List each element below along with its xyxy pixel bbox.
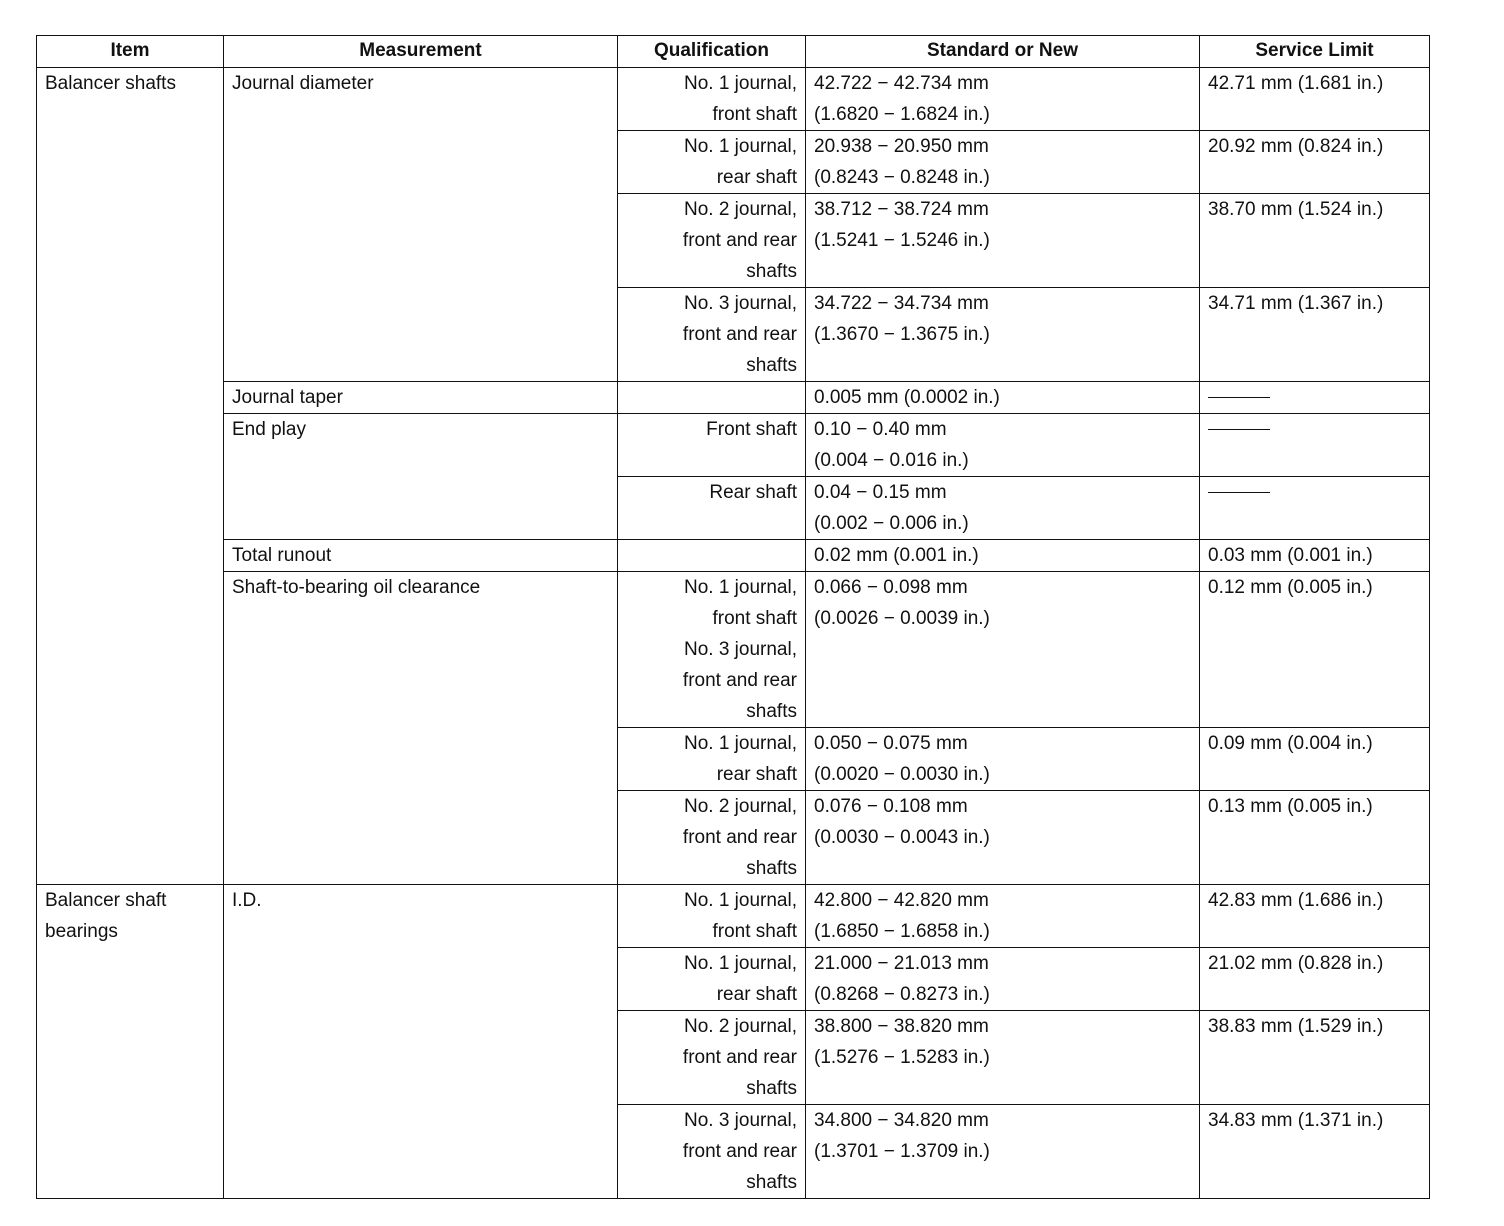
header-qualification: Qualification xyxy=(618,36,806,68)
header-service-limit: Service Limit xyxy=(1200,36,1430,68)
standard-cell: 0.005 mm (0.0002 in.) xyxy=(806,382,1200,414)
no-limit-dash xyxy=(1208,492,1270,493)
service-limit-cell: 20.92 mm (0.824 in.) xyxy=(1200,131,1430,194)
standard-cell: 42.722 − 42.734 mm (1.6820 − 1.6824 in.) xyxy=(806,68,1200,131)
service-limit-cell: 42.83 mm (1.686 in.) xyxy=(1200,885,1430,948)
qualification-cell: No. 3 journal, front and rear shafts xyxy=(618,1105,806,1199)
standard-cell: 0.066 − 0.098 mm (0.0026 − 0.0039 in.) xyxy=(806,572,1200,728)
item-cell: Balancer shafts xyxy=(37,68,224,885)
standard-cell: 34.722 − 34.734 mm (1.3670 − 1.3675 in.) xyxy=(806,288,1200,382)
standard-cell: 21.000 − 21.013 mm (0.8268 − 0.8273 in.) xyxy=(806,948,1200,1011)
qualification-cell xyxy=(618,382,806,414)
qualification-cell: No. 2 journal, front and rear shafts xyxy=(618,194,806,288)
measurement-cell: I.D. xyxy=(224,885,618,1199)
qualification-cell: No. 1 journal, rear shaft xyxy=(618,131,806,194)
qualification-cell: No. 1 journal, front shaft xyxy=(618,68,806,131)
table-row xyxy=(37,414,1430,477)
qualification-cell: No. 2 journal, front and rear shafts xyxy=(618,1011,806,1105)
header-item: Item xyxy=(37,36,224,68)
service-limit-cell: 0.03 mm (0.001 in.) xyxy=(1200,540,1430,572)
measurement-cell: Total runout xyxy=(224,540,618,572)
measurement-cell: Journal diameter xyxy=(224,68,618,382)
qualification-cell: No. 1 journal, front shaft No. 3 journal, front and rear shafts xyxy=(618,572,806,728)
service-limit-cell: 0.13 mm (0.005 in.) xyxy=(1200,791,1430,885)
header-measurement: Measurement xyxy=(224,36,618,68)
service-limit-cell: 34.83 mm (1.371 in.) xyxy=(1200,1105,1430,1199)
qualification-cell: No. 2 journal, front and rear shafts xyxy=(618,791,806,885)
table-row xyxy=(37,885,1430,948)
standard-cell: 38.800 − 38.820 mm (1.5276 − 1.5283 in.) xyxy=(806,1011,1200,1105)
specification-table xyxy=(36,35,1430,1199)
service-limit-cell xyxy=(1200,477,1430,540)
table-row xyxy=(37,572,1430,728)
service-limit-cell xyxy=(1200,414,1430,477)
table-row xyxy=(37,540,1430,572)
service-limit-cell: 38.83 mm (1.529 in.) xyxy=(1200,1011,1430,1105)
standard-cell: 0.02 mm (0.001 in.) xyxy=(806,540,1200,572)
standard-cell: 42.800 − 42.820 mm (1.6850 − 1.6858 in.) xyxy=(806,885,1200,948)
table-row xyxy=(37,68,1430,131)
measurement-cell: Shaft-to-bearing oil clearance xyxy=(224,572,618,885)
measurement-cell: Journal taper xyxy=(224,382,618,414)
service-limit-cell: 38.70 mm (1.524 in.) xyxy=(1200,194,1430,288)
header-row xyxy=(37,36,1430,68)
qualification-cell: No. 1 journal, rear shaft xyxy=(618,728,806,791)
table-row xyxy=(37,382,1430,414)
service-limit-cell: 42.71 mm (1.681 in.) xyxy=(1200,68,1430,131)
standard-cell: 34.800 − 34.820 mm (1.3701 − 1.3709 in.) xyxy=(806,1105,1200,1199)
standard-cell: 20.938 − 20.950 mm (0.8243 − 0.8248 in.) xyxy=(806,131,1200,194)
no-limit-dash xyxy=(1208,429,1270,430)
standard-cell: 0.04 − 0.15 mm (0.002 − 0.006 in.) xyxy=(806,477,1200,540)
service-limit-cell xyxy=(1200,382,1430,414)
measurement-cell: End play xyxy=(224,414,618,540)
standard-cell: 0.10 − 0.40 mm (0.004 − 0.016 in.) xyxy=(806,414,1200,477)
standard-cell: 0.050 − 0.075 mm (0.0020 − 0.0030 in.) xyxy=(806,728,1200,791)
qualification-cell xyxy=(618,540,806,572)
qualification-cell: No. 1 journal, rear shaft xyxy=(618,948,806,1011)
qualification-cell: No. 1 journal, front shaft xyxy=(618,885,806,948)
service-limit-cell: 0.09 mm (0.004 in.) xyxy=(1200,728,1430,791)
no-limit-dash xyxy=(1208,397,1270,398)
service-limit-cell: 34.71 mm (1.367 in.) xyxy=(1200,288,1430,382)
header-standard: Standard or New xyxy=(806,36,1200,68)
qualification-cell: Front shaft xyxy=(618,414,806,477)
service-limit-cell: 0.12 mm (0.005 in.) xyxy=(1200,572,1430,728)
item-cell: Balancer shaft bearings xyxy=(37,885,224,1199)
qualification-cell: Rear shaft xyxy=(618,477,806,540)
standard-cell: 38.712 − 38.724 mm (1.5241 − 1.5246 in.) xyxy=(806,194,1200,288)
service-limit-cell: 21.02 mm (0.828 in.) xyxy=(1200,948,1430,1011)
standard-cell: 0.076 − 0.108 mm (0.0030 − 0.0043 in.) xyxy=(806,791,1200,885)
qualification-cell: No. 3 journal, front and rear shafts xyxy=(618,288,806,382)
